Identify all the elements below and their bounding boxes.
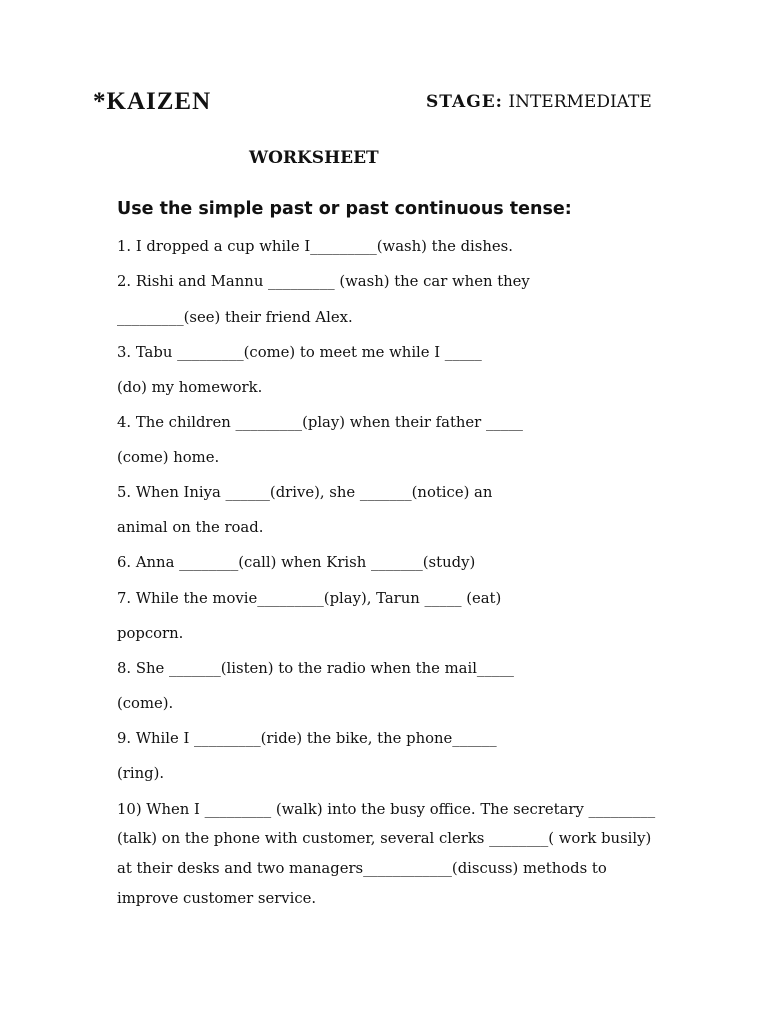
exercise-line: (do) my homework. [117, 379, 263, 396]
exercise-line: popcorn. [117, 625, 184, 642]
exercise-line: 6. Anna ________(call) when Krish _______(study) [117, 554, 476, 571]
exercise-line: 9. While I _________(ride) the bike, the phone______ [117, 730, 497, 747]
exercise-line: 5. When Iniya ______(drive), she _______(notice) an [117, 484, 493, 501]
school-name: *KAIZEN [93, 88, 212, 115]
stage-label: STAGE: [426, 92, 503, 112]
stage-heading [426, 92, 652, 112]
exercise-line: 7. While the movie_________(play), Tarun _____ (eat) [117, 590, 502, 607]
stage-value: INTERMEDIATE [508, 92, 652, 112]
exercise-line: animal on the road. [117, 519, 264, 536]
exercise-line: 1. I dropped a cup while I_________(wash) the dishes. [117, 238, 513, 255]
exercise-line: 8. She _______(listen) to the radio when the mail_____ [117, 660, 514, 677]
exercise-line: (come). [117, 695, 174, 712]
instruction-heading: Use the simple past or past continuous tense: [117, 199, 572, 219]
exercise-line: (ring). [117, 765, 165, 782]
exercise-line: at their desks and two managers____________(discuss) methods to [117, 860, 607, 877]
exercise-line: 10) When I _________ (walk) into the busy office. The secretary _________ [117, 801, 656, 818]
exercise-line: _________(see) their friend Alex. [117, 309, 353, 326]
worksheet-title: WORKSHEET [249, 148, 379, 168]
exercise-line: 3. Tabu _________(come) to meet me while I _____ [117, 344, 482, 361]
exercise-line: 2. Rishi and Mannu _________ (wash) the car when they [117, 273, 530, 290]
exercise-line: 4. The children _________(play) when their father _____ [117, 414, 523, 431]
exercise-line: (come) home. [117, 449, 220, 466]
exercise-line: improve customer service. [117, 890, 317, 907]
exercise-line: (talk) on the phone with customer, several clerks ________( work busily) [117, 830, 652, 847]
